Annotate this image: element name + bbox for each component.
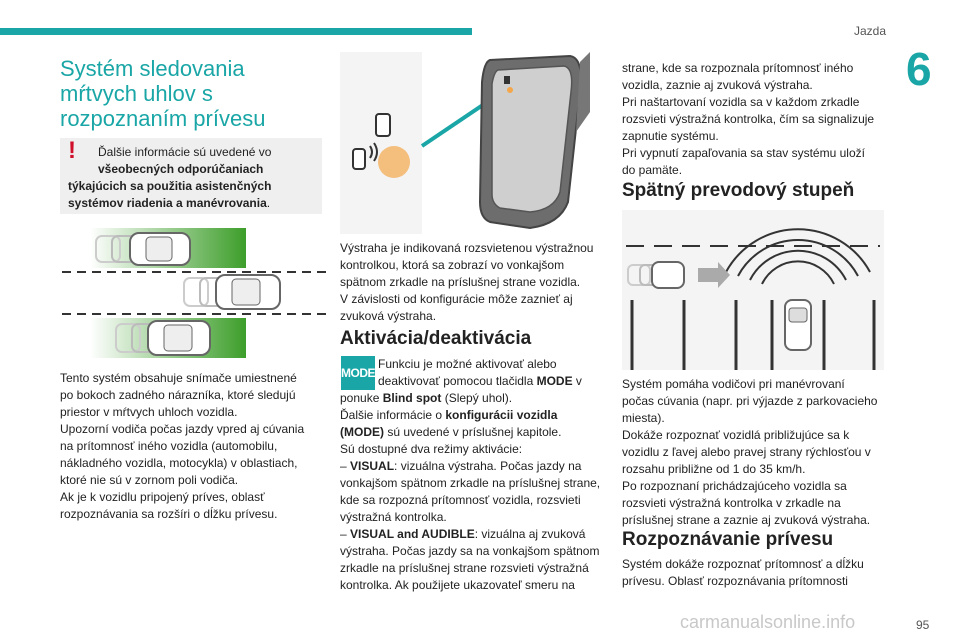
mode-button-icon: MODE [341,356,375,390]
heading-activation: Aktivácia/deaktivácia [340,328,532,349]
blind-spot-illustration [60,224,330,364]
parking-lines [632,300,874,370]
warning-note [60,138,322,214]
reversing-vehicle [785,300,811,350]
continued-paragraph: strane, kde sa rozpoznala prítomnosť iného vozidla, zaznie aj zvuková výstraha. Pri naštartovaní vozidla sa v každom zrkadle rozsvieti výstražná kontrolka, čím sa signalizuje zapnutie systému. Pri vypnutí zapaľovania sa stav systému uloží do pamäte. [622,61,875,177]
own-vehicle [184,275,280,309]
chapter-number: 6 [906,43,932,95]
watermark-text: carmanualsonline.info [680,612,856,632]
page-title [60,56,300,131]
note-line: týkajúcich sa použitia asistenčných [68,179,272,193]
arrow-icon [698,262,730,288]
heading-reverse-gear: Spätný prevodový stupeň [622,180,855,201]
intro-paragraph: Tento systém obsahuje snímače umiestnené po bokoch zadného nárazníka, ktoré sledujú priestor v mŕtvych uhloch vozidla. Upozorní vodiča počas jazdy vpred aj cúvania na prítomnosť iného vozidla (automobilu, nákladného vozidla, motocykla) v oblastiach, ktoré nie sú v zornom poli vodiča. Ak je k vozidlu pripojený príves, oblasť rozpoznávania sa rozšíri o dĺžku prívesu. [60,371,305,521]
side-mirror [480,52,590,228]
heading-trailer-detection: Rozpoznávanie prívesu [622,529,834,550]
reverse-paragraph: Systém pomáha vodičovi pri manévrovaní počas cúvania (napr. pri výjazde z parkovacieho miesta). Dokáže rozpoznať vozidlá približujúce sa k vozidlu z ľavej alebo pravej strany rýchlosťou v rozsahu približne od 1 do 35 km/h. Po rozpoznaní prichádzajúceho vozidla sa rozsvieti výstražná kontrolka v zrkadle na príslušnej strane a zaznie aj zvuková výstraha. [622,377,878,527]
activation-paragraph: Funkciu je možné aktivovať alebo deaktivovať pomocou tlačidla MODE v ponuke Blind spot (Slepý uhol). Ďalšie informácie o konfigurácii vozidla (MODE) sú uvedené v príslušnej kapitole. Sú dostupné dva režimy aktivácie: – VISUAL: vizuálna výstraha. Počas jazdy na vonkajšom spätnom zrkadle na príslušnej strane, kde sa rozpozná prítomnosť vozidla, rozsvieti výstražná kontrolka. – VISUAL and AUDIBLE: vizuálna aj zvuková výstraha. Počas jazdy sa na vonkajšom spätnom zrkadle na príslušnej strane rozsvieti výstražná kontrolka. Ak použijete ukazovateľ smeru na [340,356,606,594]
approaching-vehicle [628,262,684,288]
mode-visual-audible: – VISUAL and AUDIBLE: vizuálna aj zvuková [340,527,586,541]
reverse-illustration [622,210,884,370]
exclamation-icon: ! [68,137,76,164]
blind-spot-indicator-icon [353,114,410,178]
note-line: systémov riadenia a manévrovania. [68,196,271,210]
header-accent-bar [0,28,472,35]
warning-paragraph: Výstraha je indikovaná rozsvietenou výstražnou kontrolkou, ktorá sa zobrazí vo vonkajšom spätnom zrkadle na príslušnej strane vozidla. V závislosti od konfigurácie môže zaznieť aj zvuková výstraha. [340,241,594,323]
page-number: 95 [916,618,930,632]
note-line: Ďalšie informácie sú uvedené vo [98,145,272,159]
mirror-illustration [340,52,590,234]
sensor-waves [726,229,870,284]
section-label: Jazda [854,24,887,38]
title-line: rozpoznaním prívesu [60,106,266,131]
mode-visual: – VISUAL: vizuálna výstraha. Počas jazdy na [340,459,582,473]
trailer-paragraph: Systém dokáže rozpoznať prítomnosť a dĺžku prívesu. Oblasť rozpoznávania prítomnosti [622,557,864,588]
note-line: všeobecných odporúčaniach [98,162,264,176]
title-line: Systém sledovania [60,56,245,81]
title-line: mŕtvych uhlov s [60,81,213,106]
